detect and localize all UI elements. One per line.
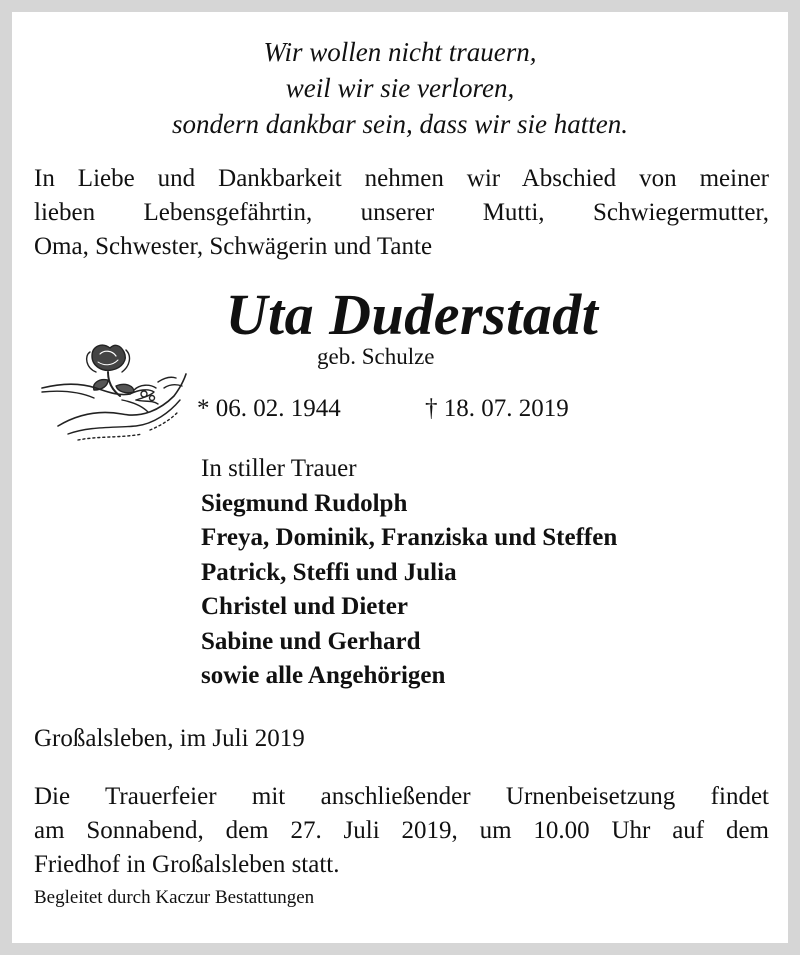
memorial-poem [12,34,788,142]
intro-line: lieben Lebensgefährtin, unserer Mutti, Schwiegermutter, [34,199,769,226]
intro-line: Oma, Schwester, Schwägerin und Tante [34,233,433,260]
intro-line: In Liebe und Dankbarkeit nehmen wir Abschied von meiner [34,165,769,192]
mourner-name: sowie alle Angehörigen [201,662,446,689]
birth-date: * 06. 02. 1944 [197,395,341,422]
undertaker-credit: Begleitet durch Kaczur Bestattungen [34,887,315,908]
mourners-block [201,452,617,694]
farewell-intro [34,162,769,264]
rose-in-hands-icon [38,330,188,448]
ceremony-line: Die Trauerfeier mit anschließender Urnenbeisetzung findet [34,783,769,810]
death-date: † 18. 07. 2019 [425,395,569,422]
maiden-name: geb. Schulze [317,344,435,369]
poem-line: weil wir sie verloren, [285,73,515,103]
ceremony-line: am Sonnabend, dem 27. Juli 2019, um 10.00 Uhr auf dem [34,817,769,844]
ceremony-line: Friedhof in Großalsleben statt. [34,851,340,878]
deceased-name: Uta Duderstadt [225,282,599,347]
mourning-lead: In stiller Trauer [201,455,357,482]
mourner-name: Sabine und Gerhard [201,627,421,655]
poem-line: sondern dankbar sein, dass wir sie hatten. [172,109,628,139]
mourner-name: Christel und Dieter [201,593,408,620]
mourner-name: Patrick, Steffi und Julia [201,558,457,586]
place-and-date: Großalsleben, im Juli 2019 [34,725,305,752]
poem-line: Wir wollen nicht trauern, [263,37,537,67]
ceremony-info [34,780,769,882]
mourner-name: Siegmund Rudolph [201,489,408,517]
obituary-notice [12,12,788,943]
mourner-name: Freya, Dominik, Franziska und Steffen [201,524,618,551]
